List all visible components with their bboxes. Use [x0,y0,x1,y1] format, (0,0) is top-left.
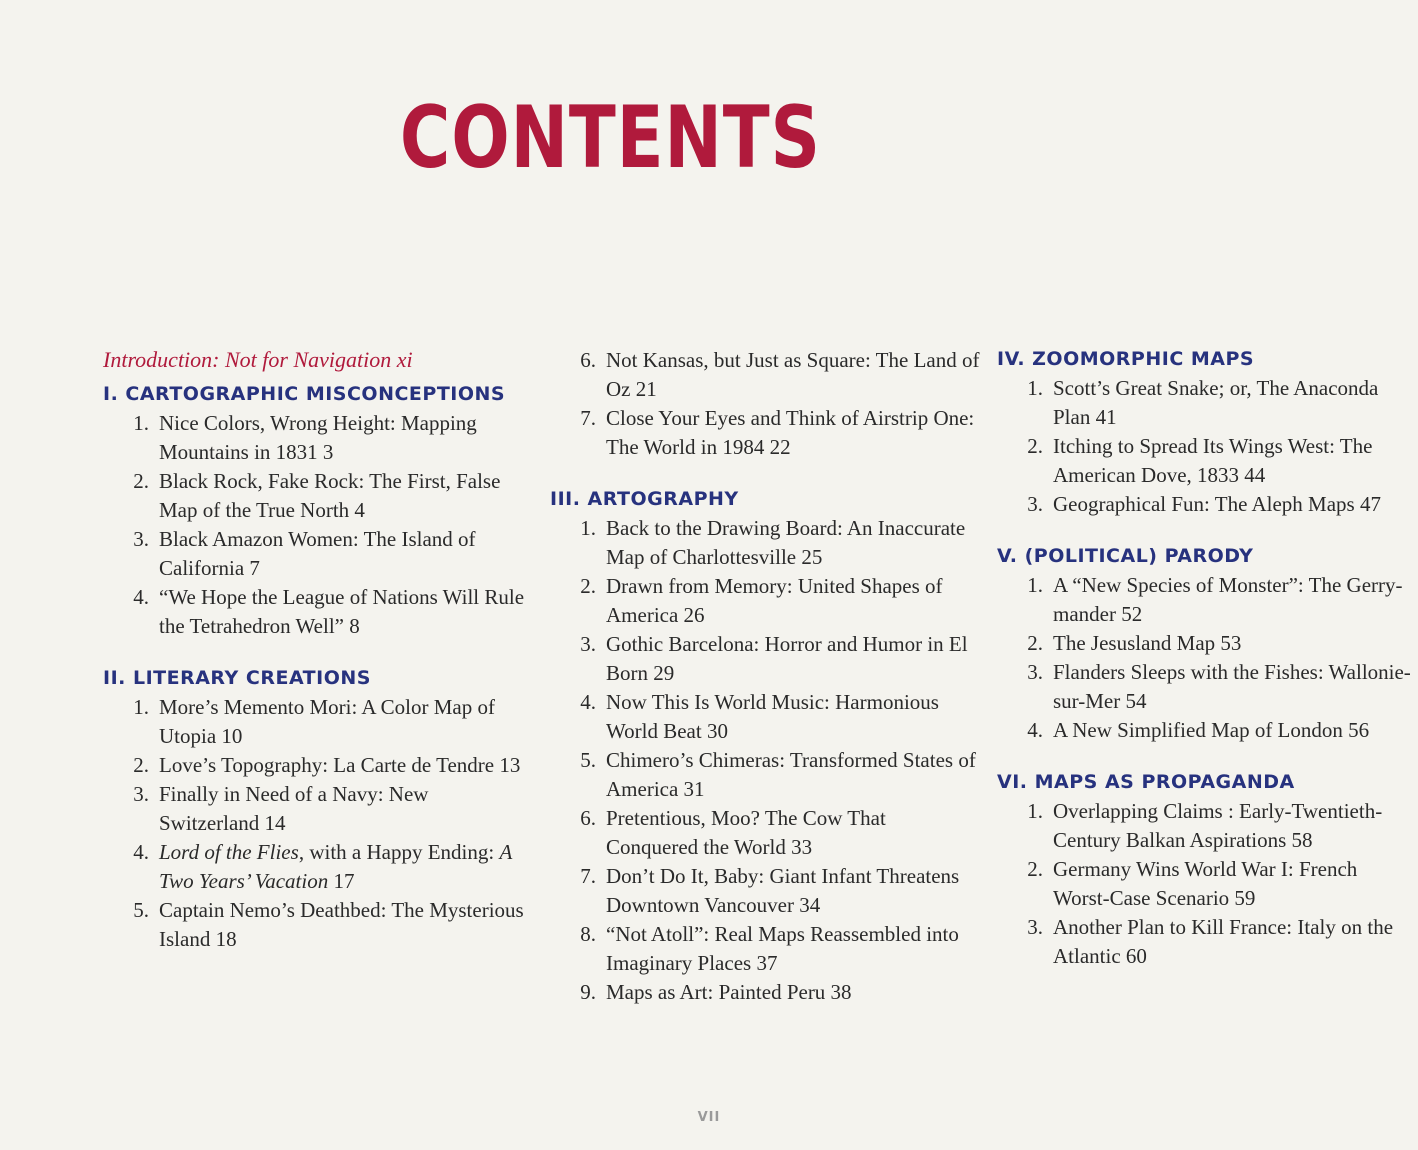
entry-number: 3. [1027,660,1043,684]
toc-column-2 [550,340,980,1007]
entry-title: Captain Nemo’s Deathbed: The Mysterious Island 18 [159,898,524,951]
entry-number: 3. [580,632,596,656]
toc-entry [997,571,1418,629]
section-list-maps-as-propaganda [997,797,1418,971]
toc-entry [103,896,533,954]
entry-title: Back to the Drawing Board: An Inaccurate Map of Charlottesville 25 [606,516,966,569]
toc-column-3 [997,340,1418,971]
section-list-literary-creations [103,693,533,954]
entry-title: Close Your Eyes and Think of Airstrip One: The World in 1984 22 [606,406,975,459]
entry-title: Black Rock, Fake Rock: The First, False Map of the True North 4 [159,469,501,522]
toc-entry [103,751,533,780]
entry-number: 2. [133,469,149,493]
entry-title: Maps as Art: Painted Peru 38 [606,980,852,1004]
entry-number: 6. [580,806,596,830]
toc-entry [550,630,980,688]
entry-number: 1. [1027,799,1043,823]
entry-title: “We Hope the League of Nations Will Rule the Tetrahedron Well” 8 [159,585,525,638]
section-list-zoomorphic-maps [997,374,1418,519]
toc-entry [103,693,533,751]
toc-entry [103,583,533,641]
toc-entry [550,514,980,572]
entry-number: 1. [133,695,149,719]
entry-number: 2. [580,574,596,598]
toc-entry [550,746,980,804]
entry-title: Geographical Fun: The Aleph Maps 47 [1053,492,1381,516]
entry-title-text: , with a Happy Ending: [298,840,500,864]
entry-title: Pretentious, Moo? The Cow That Conquered the World 33 [606,806,886,859]
toc-entry [550,862,980,920]
entry-number: 1. [580,516,596,540]
entry-number: 2. [133,753,149,777]
entry-title: Nice Colors, Wrong Height: Mapping Mountains in 1831 3 [159,411,477,464]
toc-entry [550,920,980,978]
entry-title: Overlapping Claims : Early-Twentieth-Century Balkan Aspirations 58 [1053,799,1383,852]
entry-title: More’s Memento Mori: A Color Map of Utopia 10 [159,695,495,748]
entry-number: 3. [133,782,149,806]
toc-entry [103,467,533,525]
entry-number: 9. [580,980,596,1004]
entry-title: Gothic Barcelona: Horror and Humor in El Born 29 [606,632,968,685]
toc-entry [550,572,980,630]
toc-entry [997,658,1418,716]
entry-title: Drawn from Memory: United Shapes of America 26 [606,574,943,627]
introduction-entry: Introduction: Not for Navigation xi [103,347,413,372]
entry-title: “Not Atoll”: Real Maps Reassembled into Imaginary Places 37 [606,922,959,975]
entry-title: A “New Species of Monster”: The Gerry-mander 52 [1053,573,1403,626]
entry-number: 3. [1027,492,1043,516]
section-heading-zoomorphic-maps: IV. ZOOMORPHIC MAPS [997,348,1255,370]
page-title: CONTENTS [399,88,821,188]
book-title-italic: Lord of the Flies [159,840,299,864]
toc-entry [997,374,1418,432]
entry-title: Another Plan to Kill France: Italy on the Atlantic 60 [1053,915,1394,968]
entry-number: 1. [1027,573,1043,597]
entry-title: Germany Wins World War I: French Worst-Case Scenario 59 [1053,857,1358,910]
entry-number: 3. [1027,915,1043,939]
entry-page-number: 17 [328,869,355,893]
entry-title: The Jesusland Map 53 [1053,631,1242,655]
section-heading-political-parody: V. (POLITICAL) PARODY [997,545,1254,567]
entry-title: Love’s Topography: La Carte de Tendre 13 [159,753,521,777]
entry-title: Not Kansas, but Just as Square: The Land of Oz 21 [606,348,980,401]
entry-number: 5. [133,898,149,922]
entry-number: 2. [1027,857,1043,881]
entry-number: 8. [580,922,596,946]
toc-entry [550,346,980,404]
entry-number: 4. [580,690,596,714]
toc-entry [550,978,980,1007]
toc-entry [997,855,1418,913]
toc-entry [997,913,1418,971]
entry-number: 4. [1027,718,1043,742]
entry-number: 4. [133,840,149,864]
entry-title: Now This Is World Music: Harmonious World Beat 30 [606,690,939,743]
toc-entry [550,404,980,462]
toc-entry [997,629,1418,658]
book-title-italic: A Two Years’ Vacation [159,840,512,893]
toc-entry [103,409,533,467]
entry-number: 7. [580,406,596,430]
toc-entry [103,525,533,583]
toc-entry [997,432,1418,490]
entry-number: 6. [580,348,596,372]
toc-column-1 [103,340,533,954]
toc-entry [997,490,1418,519]
toc-entry [997,797,1418,855]
page-number: VII [697,1110,721,1125]
entry-title: Finally in Need of a Navy: New Switzerland 14 [159,782,429,835]
entry-title: A New Simplified Map of London 56 [1053,718,1370,742]
entry-title: Don’t Do It, Baby: Giant Infant Threatens Downtown Vancouver 34 [606,864,960,917]
entry-number: 2. [1027,631,1043,655]
toc-entry [550,804,980,862]
entry-title: Black Amazon Women: The Island of California 7 [159,527,476,580]
toc-entry [997,716,1418,745]
section-heading-artography: III. ARTOGRAPHY [550,488,739,510]
entry-number: 3. [133,527,149,551]
toc-entry [550,688,980,746]
toc-entry [103,838,533,896]
section-heading-literary-creations: II. LITERARY CREATIONS [103,667,371,689]
entry-number: 1. [1027,376,1043,400]
section-list-artography [550,514,980,1007]
section-list-cartographic-misconceptions [103,409,533,641]
entry-title [151,838,533,896]
entry-number: 2. [1027,434,1043,458]
entry-number: 5. [580,748,596,772]
entry-number: 7. [580,864,596,888]
section-list-literary-creations-continued [550,346,980,462]
entry-title: Chimero’s Chimeras: Transformed States of America 31 [606,748,976,801]
entry-title: Itching to Spread Its Wings West: The American Dove, 1833 44 [1053,434,1373,487]
entry-number: 4. [133,585,149,609]
section-heading-maps-as-propaganda: VI. MAPS AS PROPAGANDA [997,771,1295,793]
entry-title: Scott’s Great Snake; or, The Anaconda Plan 41 [1053,376,1379,429]
section-heading-cartographic-misconceptions: I. CARTOGRAPHIC MISCONCEPTIONS [103,383,506,405]
toc-entry [103,780,533,838]
entry-number: 1. [133,411,149,435]
section-list-political-parody [997,571,1418,745]
entry-title: Flanders Sleeps with the Fishes: Wallonie-sur-Mer 54 [1053,660,1411,713]
